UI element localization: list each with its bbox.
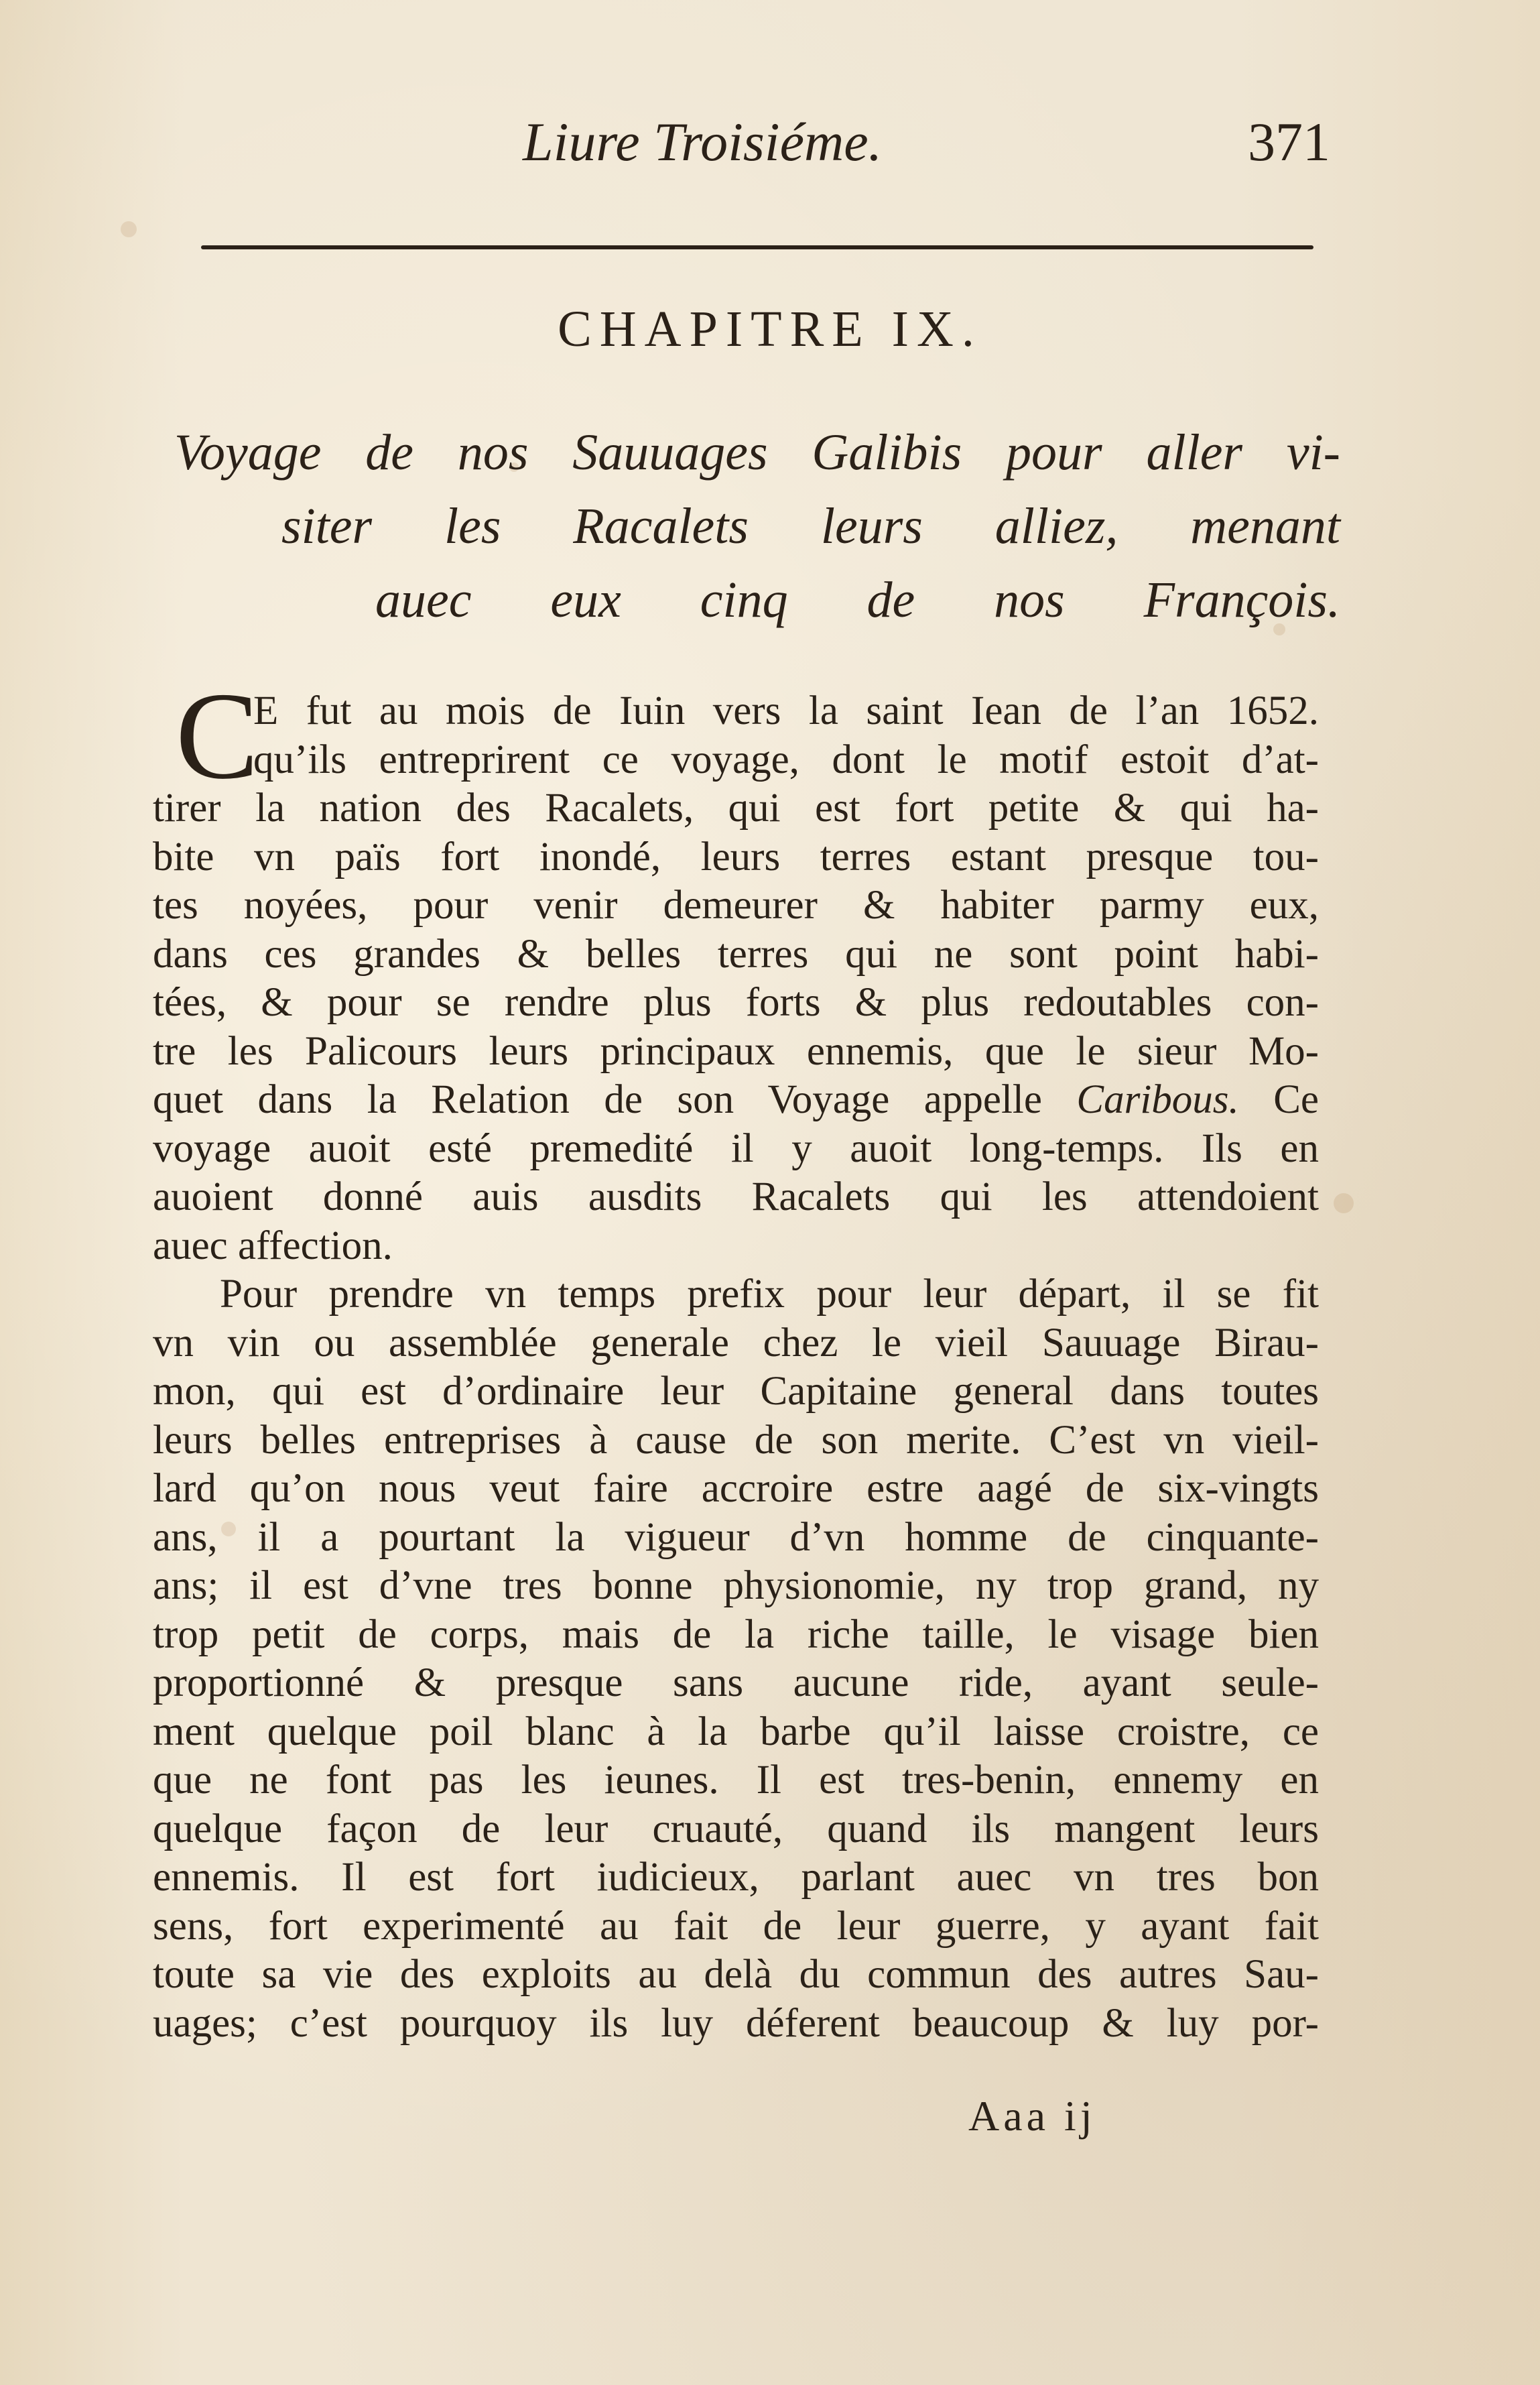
text-line: dans ces grandes & belles terres qui ne sont point habi- xyxy=(153,931,1319,977)
text-line: voyage auoit esté premedité il y auoit long-temps. Ils en xyxy=(153,1125,1319,1171)
header-rule xyxy=(201,245,1313,249)
chapter-heading: CHAPITRE IX. xyxy=(558,301,982,357)
paragraph xyxy=(153,1270,1319,2048)
text-line: vn vin ou assemblée generale chez le vieil Sauuage Birau- xyxy=(153,1320,1319,1365)
text-line: sens, fort experimenté au fait de leur guerre, y ayant fait xyxy=(153,1903,1319,1949)
chapter-subtitle xyxy=(161,416,1340,637)
signature-mark: Aaa ij xyxy=(968,2092,1096,2140)
paragraph xyxy=(153,687,1319,1270)
text-line: ans; il est d’vne tres bonne physionomie, ny trop grand, ny xyxy=(153,1563,1319,1608)
text-line: ans, il a pourtant la vigueur d’vn homme de cinquante- xyxy=(153,1514,1319,1560)
text-line: tirer la nation des Racalets, qui est fort petite & qui ha- xyxy=(153,786,1319,831)
text-line: ment quelque poil blanc à la barbe qu’il laisse croistre, ce xyxy=(153,1709,1319,1754)
text-line: leurs belles entreprises à cause de son merite. C’est vn vieil- xyxy=(153,1417,1319,1463)
text-line: toute sa vie des exploits au delà du commun des autres Sau- xyxy=(153,1952,1319,1997)
text-line: tes noyées, pour venir demeurer & habiter parmy eux, xyxy=(153,883,1319,928)
text-line: E fut au mois de Iuin vers la saint Iean de l’an 1652. xyxy=(253,688,1319,733)
text-line: bite vn païs fort inondé, leurs terres estant presque tou- xyxy=(153,834,1319,879)
text-line: proportionné & presque sans aucune ride, ayant seule- xyxy=(153,1660,1319,1705)
subtitle-line: auec eux cinq de nos François. xyxy=(375,572,1340,628)
text-line: tre les Palicours leurs principaux ennemis, que le sieur Mo- xyxy=(153,1028,1319,1074)
text-line: que ne font pas les ieunes. Il est tres-benin, ennemy en xyxy=(153,1758,1319,1802)
text-line: tées, & pour se rendre plus forts & plus redoutables con- xyxy=(153,980,1319,1025)
text-line: quelque façon de leur cruauté, quand ils mangent leurs xyxy=(153,1806,1319,1851)
drop-cap: C xyxy=(176,667,259,805)
text-line xyxy=(153,1076,1319,1125)
text-line: uages; c’est pourquoy ils luy déferent beaucoup & luy por- xyxy=(153,2000,1319,2046)
running-head xyxy=(0,111,1540,178)
paper-stain xyxy=(1334,1193,1354,1213)
page-number: 371 xyxy=(1248,111,1330,172)
text-line: mon, qui est d’ordinaire leur Capitaine general dans toutes xyxy=(153,1369,1319,1414)
text-line: auoient donné auis ausdits Racalets qui les attendoient xyxy=(153,1174,1319,1219)
text-line: qu’ils entreprirent ce voyage, dont le motif estoit d’at- xyxy=(253,737,1319,782)
text-line: trop petit de corps, mais de la riche taille, le visage bien xyxy=(153,1611,1319,1657)
italic-word: Caribous. xyxy=(1076,1077,1239,1122)
text-line: Pour prendre vn temps prefix pour leur départ, il se fit xyxy=(220,1272,1319,1317)
paper-stain xyxy=(121,221,137,237)
running-head-title: Liure Troisiéme. xyxy=(523,111,883,172)
text-line: lard qu’on nous veut faire accroire estre aagé de six-vingts xyxy=(153,1466,1319,1511)
text-line: auec affection. xyxy=(153,1223,393,1268)
text-segment: Ce xyxy=(1273,1077,1320,1122)
text-segment: quet dans la Relation de son Voyage appelle xyxy=(153,1077,1042,1122)
subtitle-line: Voyage de nos Sauuages Galibis pour aller vi- xyxy=(174,424,1340,481)
text-line: ennemis. Il est fort iudicieux, parlant auec vn tres bon xyxy=(153,1855,1319,1900)
subtitle-line: siter les Racalets leurs alliez, menant xyxy=(281,498,1340,554)
body-text xyxy=(153,687,1319,2048)
